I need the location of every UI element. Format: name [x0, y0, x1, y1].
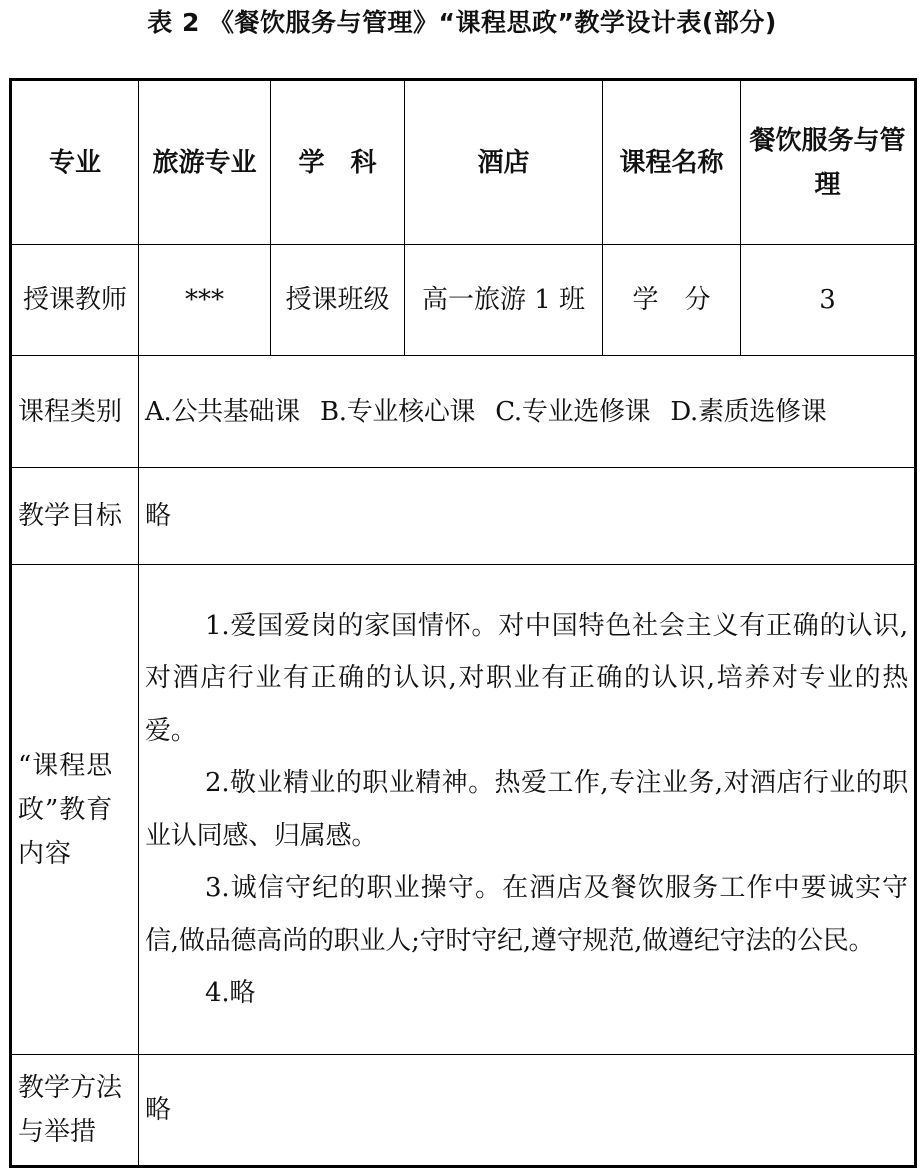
ideological-content-value-cell [139, 565, 916, 1055]
ideological-content-label-cell: “课程思政”教育内容 [11, 565, 139, 1055]
course-type-option-c: C.专业选修课 [495, 396, 651, 427]
teaching-methods-value-cell: 略 [139, 1055, 916, 1167]
content-paragraph-4: 4.略 [205, 978, 256, 1008]
teacher-label-cell: 授课教师 [11, 245, 139, 356]
teacher-value-cell: *** [139, 245, 271, 356]
credit-label-cell: 学 分 [603, 245, 741, 356]
header-row [11, 80, 916, 245]
content-paragraph-1: 1.爱国爱岗的家国情怀。对中国特色社会主义有正确的认识,对酒店行业有正确的认识,对职业有正确的认识,培养对专业的热爱。 [145, 610, 908, 746]
course-type-option-a: A.公共基础课 [145, 396, 300, 427]
teacher-row [11, 245, 916, 356]
table-caption: 表 2 《餐饮服务与管理》“课程思政”教学设计表(部分) [147, 8, 777, 37]
teaching-goal-value-cell: 略 [139, 468, 916, 565]
content-paragraph-2: 2.敬业精业的职业精神。热爱工作,专注业务,对酒店行业的职业认同感、归属感。 [145, 768, 908, 851]
course-name-value-cell: 餐饮服务与管理 [741, 80, 916, 245]
class-value-cell: 高一旅游 1 班 [405, 245, 603, 356]
subject-label-cell: 学 科 [271, 80, 405, 245]
major-label-cell: 专业 [11, 80, 139, 245]
teaching-methods-row [11, 1055, 916, 1167]
teaching-methods-label-cell: 教学方法与举措 [11, 1055, 139, 1167]
ideological-content-row [11, 565, 916, 1055]
course-type-row [11, 356, 916, 468]
teaching-goal-label-cell: 教学目标 [11, 468, 139, 565]
course-type-options [145, 390, 908, 434]
subject-value-cell: 酒店 [405, 80, 603, 245]
course-type-option-d: D.素质选修课 [670, 396, 827, 427]
course-type-value-cell [139, 356, 916, 468]
major-value-cell: 旅游专业 [139, 80, 271, 245]
course-type-label-cell: 课程类别 [11, 356, 139, 468]
content-paragraph-3: 3.诚信守纪的职业操守。在酒店及餐饮服务工作中要诚实守信,做品德高尚的职业人;守时守纪,遵守规范,做遵纪守法的公民。 [145, 873, 908, 956]
course-name-label-cell: 课程名称 [603, 80, 741, 245]
course-design-table [9, 78, 917, 1168]
class-label-cell: 授课班级 [271, 245, 405, 356]
course-type-option-b: B.专业核心课 [319, 396, 476, 427]
credit-value-cell: 3 [741, 245, 916, 356]
teaching-goal-row [11, 468, 916, 565]
